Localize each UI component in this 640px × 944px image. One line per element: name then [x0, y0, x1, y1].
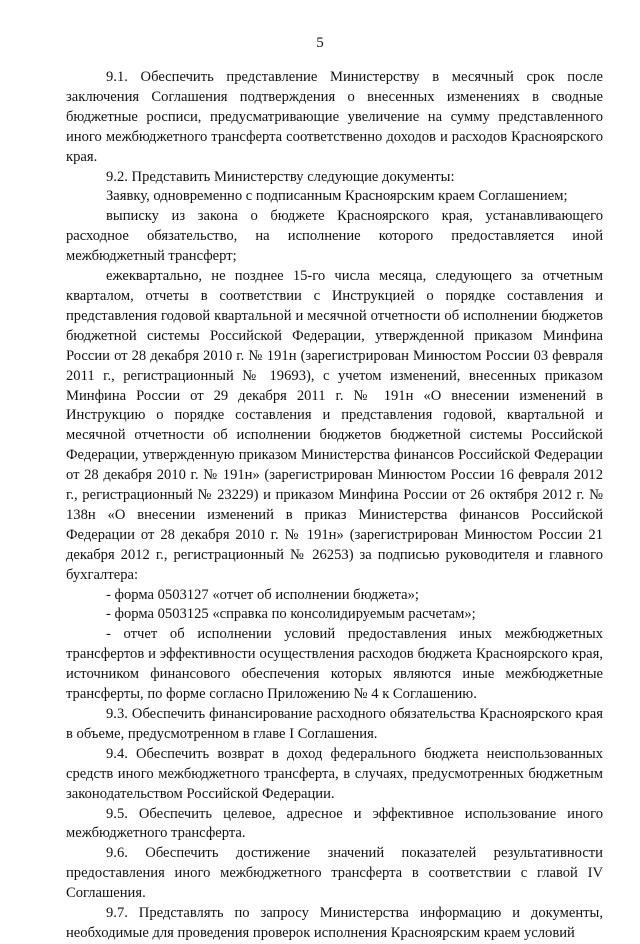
- paragraph-quarterly-reports: ежеквартально, не позднее 15-го числа месяца, следующего за отчетным кварталом, отчеты в соответствии с Инструкцией о порядке составления и представления годовой квартальной и месячной отчетности об исполнении бюджетов бюджетной системы Российской Федерации, утвержденной приказом Минфина России от 28 декабря 2010 г. № 191н (зарегистрирован Минюстом России 03 февраля 2011 г., регистрационный № 19693), с учетом изменений, внесенных приказом Минфина России от 29 декабря 2011 г. № 191н «О внесении изменений в Инструкцию о порядке составления и представления годовой, квартальной и месячной отчетности об исполнении бюджетов бюджетной системы Российской Федерации, утвержденную приказом Министерства финансов Российской Федерации от 28 декабря 2010 г. № 191н» (зарегистрирован Минюстом России 16 февраля 2012 г., регистрационный № 23229) и приказом Минфина России от 26 октября 2012 г. № 138н «О внесении изменений в приказ Министерства финансов Российской Федерации от 28 декабря 2010 г. № 191н» (зарегистрирован Минюстом России 21 декабря 2012 г., регистрационный № 26253) за подписью руководителя и главного бухгалтера:: [66, 268, 603, 583]
- list-item-form-0503125: - форма 0503125 «справка по консолидируемым расчетам»;: [106, 606, 476, 623]
- paragraph-9-5: 9.5. Обеспечить целевое, адресное и эффективное использование иного межбюджетного трансферта.: [66, 805, 603, 842]
- page-number: 5: [316, 35, 324, 51]
- list-item-conditions-report: - отчет об исполнении условий предоставления иных межбюджетных трансфертов и эффективности осуществления расходов бюджета Красноярского края, источником финансового обеспечения которых являются иные межбюджетные трансферты, по форме согласно Приложению № 4 к Соглашению.: [66, 626, 603, 703]
- paragraph-9-4: 9.4. Обеспечить возврат в доход федерального бюджета неиспользованных средств иного межбюджетного трансферта, в случаях, предусмотренных бюджетным законодательством Российской Федерации.: [66, 745, 603, 802]
- paragraph-application: Заявку, одновременно с подписанным Красноярским краем Соглашением;: [106, 188, 568, 205]
- paragraph-9-7: 9.7. Представлять по запросу Министерства информацию и документы, необходимые для проведения проверок исполнения Красноярским краем условий: [66, 905, 603, 941]
- paragraph-9-6: 9.6. Обеспечить достижение значений показателей результативности предоставления иного межбюджетного трансферта в соответствии с главой IV Соглашения.: [66, 845, 603, 902]
- document-body: [66, 68, 603, 944]
- paragraph-9-1: 9.1. Обеспечить представление Министерству в месячный срок после заключения Соглашения подтверждения о внесенных изменениях в сводные бюджетные росписи, предусматривающие увеличение на сумму представленного иного межбюджетного трансферта соответственно доходов и расходов Красноярского края.: [66, 69, 603, 165]
- paragraph-budget-law-extract: выписку из закона о бюджете Красноярского края, устанавливающего расходное обязательство, на исполнение которого предоставляется иной межбюджетный трансферт;: [66, 208, 603, 265]
- paragraph-9-3: 9.3. Обеспечить финансирование расходного обязательства Красноярского края в объеме, предусмотренном в главе I Соглашения.: [66, 706, 603, 742]
- list-item-form-0503127: - форма 0503127 «отчет об исполнении бюджета»;: [106, 586, 419, 603]
- paragraph-9-2: 9.2. Представить Министерству следующие документы:: [106, 168, 455, 185]
